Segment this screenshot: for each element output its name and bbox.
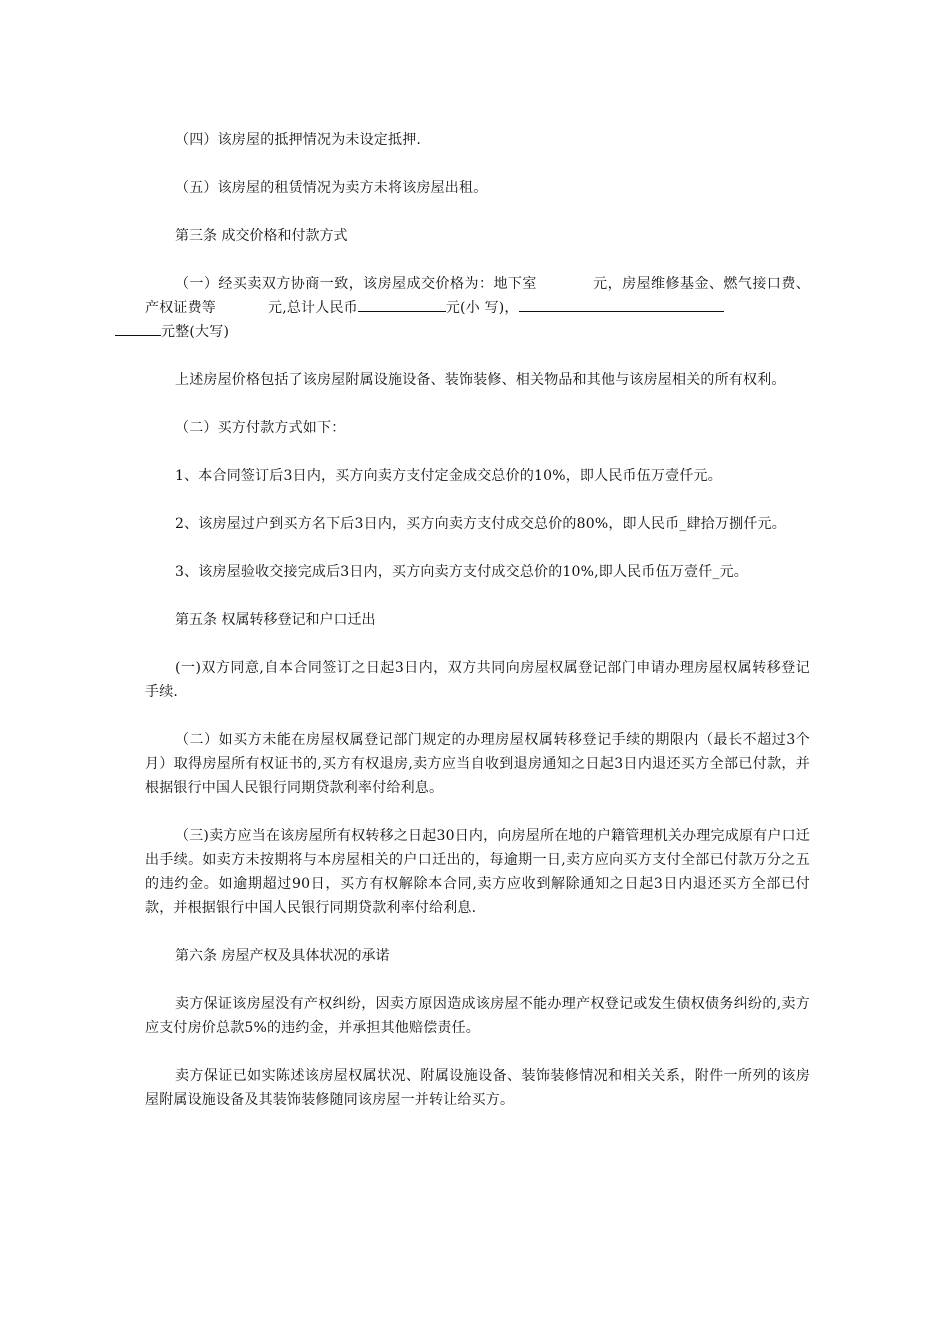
paragraph-transaction-price [145, 272, 810, 344]
price-text-part-5: 元整(大写) [161, 324, 230, 340]
paragraph-payment-method: （二）买方付款方式如下： [175, 420, 346, 436]
paragraph-price-includes: 上述房屋价格包括了该房屋附属设施设备、装饰装修、相关物品和其他与该房屋相关的所有权利。 [175, 372, 786, 388]
price-text-part-1: （一）经买卖双方协商一致，该房屋成交价格为：地下室 [175, 276, 537, 292]
article-5-heading: 第五条 权属转移登记和户口迁出 [175, 612, 376, 628]
paragraph-lease-status: （五）该房屋的租赁情况为卖方未将该房屋出租。 [175, 180, 488, 196]
article-6-heading: 第六条 房屋产权及具体状况的承诺 [175, 948, 390, 964]
price-text-part-3: 元,总计人民币 [268, 300, 358, 316]
article-3-heading: 第三条 成交价格和付款方式 [175, 228, 348, 244]
paragraph-household-registration: （三)卖方应当在该房屋所有权转移之日起30日内，向房屋所在地的户籍管理机关办理完成原有户口迁出手续。如卖方未按期将与本房屋相关的户口迁出的，每逾期一日,卖方应向买方支付全部已付款万分之五的违约金。如逾期超过90日，买方有权解除本合同,卖方应收到解除通知之日起3日内退还买方全部已付款，并根据银行中国人民银行同期贷款利率付给利息. [145, 828, 810, 916]
paragraph-transfer-registration: (一)双方同意,自本合同签订之日起3日内，双方共同向房屋权属登记部门申请办理房屋权属转移登记手续. [145, 660, 810, 700]
price-text-part-4: 元(小 写)， [445, 300, 519, 316]
total-uppercase-blank-line2 [115, 321, 161, 336]
price-text-part-2: 元，房屋维修基金、燃气接口费、产权证费等 [145, 276, 810, 316]
total-lowercase-blank [358, 297, 446, 312]
paragraph-mortgage-status: （四）该房屋的抵押情况为未设定抵押. [175, 132, 422, 148]
paragraph-payment-1: 1、本合同签订后3日内，买方向卖方支付定金成交总价的10%，即人民币伍万壹仟元。 [175, 468, 722, 484]
paragraph-payment-2: 2、该房屋过户到买方名下后3日内，买方向卖方支付成交总价的80%，即人民币_肆拾万捌仟元。 [175, 516, 786, 532]
paragraph-payment-3: 3、该房屋验收交接完成后3日内，买方向卖方支付成交总价的10%,即人民币伍万壹仟_元。 [175, 564, 748, 580]
document-page [145, 128, 810, 1136]
paragraph-refund-clause: （二）如买方未能在房屋权属登记部门规定的办理房屋权属转移登记手续的期限内（最长不超过3个月）取得房屋所有权证书的,买方有权退房,卖方应当自收到退房通知之日起3日内退还买方全部已付款，并根据银行中国人民银行同期贷款利率付给利息。 [145, 732, 810, 796]
total-uppercase-blank-line1 [519, 297, 724, 312]
paragraph-facilities-transfer: 卖方保证已如实陈述该房屋权属状况、附属设施设备、装饰装修情况和相关关系，附件一所列的该房屋附属设施设备及其装饰装修随同该房屋一并转让给买方。 [145, 1068, 810, 1108]
paragraph-property-guarantee: 卖方保证该房屋没有产权纠纷，因卖方原因造成该房屋不能办理产权登记或发生债权债务纠纷的,卖方应支付房价总款5%的违约金，并承担其他赔偿责任。 [145, 996, 810, 1036]
